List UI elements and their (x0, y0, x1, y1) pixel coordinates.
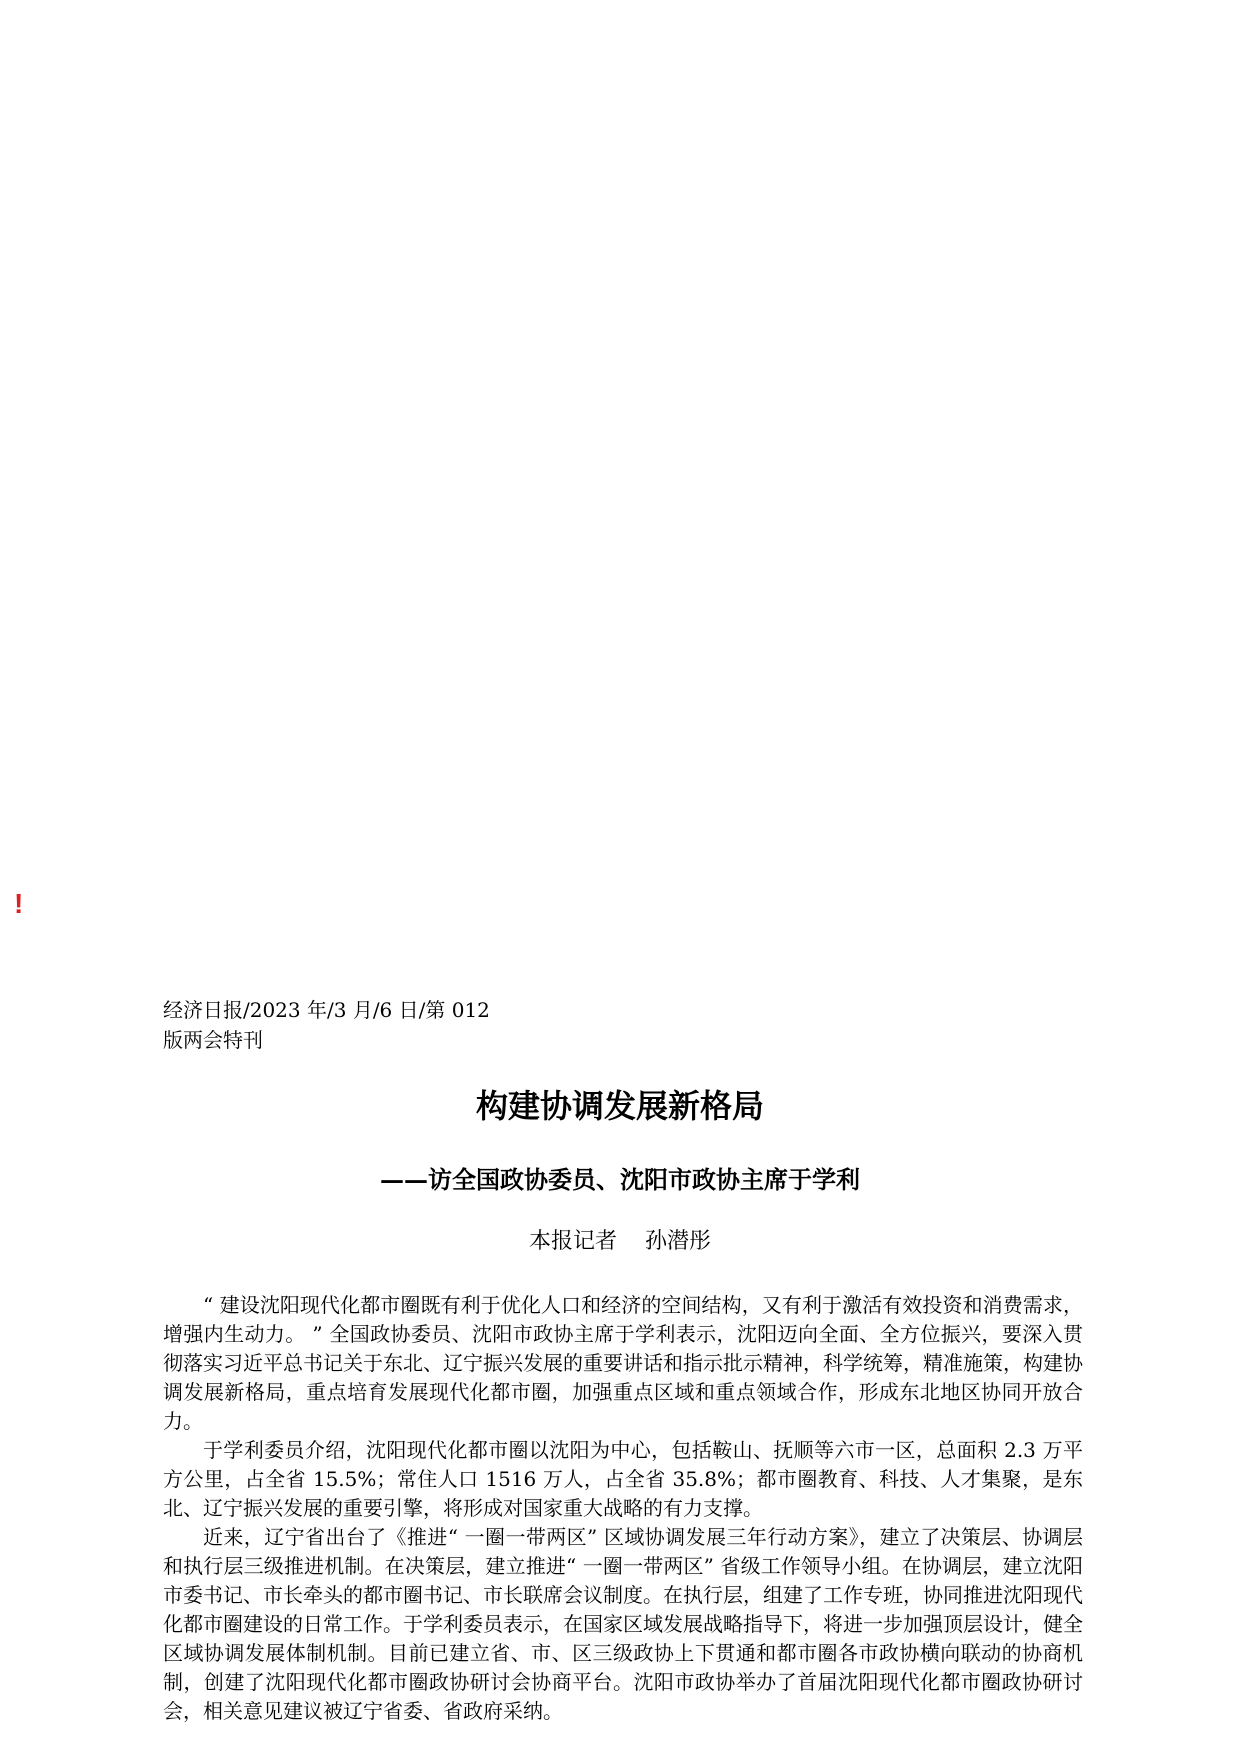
source-info (163, 995, 563, 1055)
source-line: 版两会特刊 (163, 1028, 263, 1052)
source-line: 经济日报/2023 年/3 月/6 日/第 012 (163, 998, 490, 1022)
exclamation-mark-icon: ! (14, 888, 24, 919)
article-body (163, 1291, 1083, 1726)
article-paragraph: “ 建设沈阳现代化都市圈既有利于优化人口和经济的空间结构，又有利于激活有效投资和消费需求，增强内生动力。 ” 全国政协委员、沈阳市政协主席于学利表示，沈阳迈向全面、全方位振兴，要深入贯彻落实习近平总书记关于东北、辽宁振兴发展的重要讲话和指示批示精神，科学统筹，精准施策，构建协调发展新格局，重点培育发展现代化都市圈，加强重点区域和重点领域合作，形成东北地区协同开放合力。 (163, 1293, 1083, 1433)
article-subtitle: ——访全国政协委员、沈阳市政协主席于学利 (380, 1165, 860, 1194)
article-title: 构建协调发展新格局 (475, 1087, 764, 1125)
article-byline: 本报记者 孙潜彤 (529, 1229, 711, 1254)
article-paragraph: 于学利委员介绍，沈阳现代化都市圈以沈阳为中心，包括鞍山、抚顺等六市一区，总面积 2.3 万平方公里，占全省 15.5%；常住人口 1516 万人，占全省 35.8%；都市圈教育、科技、人才集聚，是东北、辽宁振兴发展的重要引擎，将形成对国家重大战略的有力支撑。 (163, 1438, 1083, 1520)
article-paragraph: 近来，辽宁省出台了《推进“ 一圈一带两区” 区域协调发展三年行动方案》，建立了决策层、协调层和执行层三级推进机制。在决策层，建立推进“ 一圈一带两区” 省级工作领导小组。在协调层，建立沈阳市委书记、市长牵头的都市圈书记、市长联席会议制度。在执行层，组建了工作专班，协同推进沈阳现代化都市圈建设的日常工作。于学利委员表示，在国家区域发展战略指导下，将进一步加强顶层设计，健全区域协调发展体制机制。目前已建立省、市、区三级政协上下贯通和都市圈各市政协横向联动的协商机制，创建了沈阳现代化都市圈政协研讨会协商平台。沈阳市政协举办了首届沈阳现代化都市圈政协研讨会，相关意见建议被辽宁省委、省政府采纳。 (163, 1525, 1083, 1723)
